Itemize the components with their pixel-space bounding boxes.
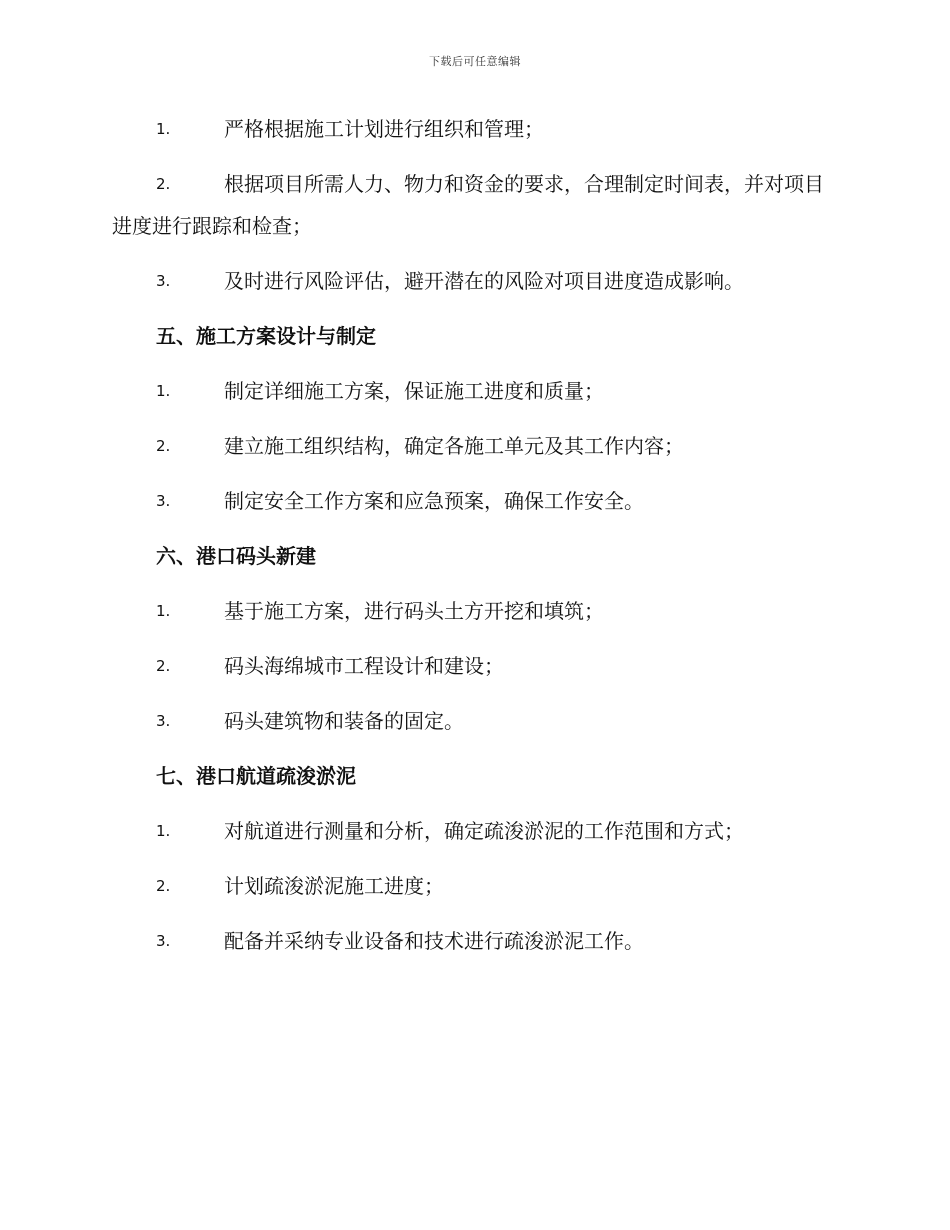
list-number: 2. xyxy=(156,657,171,675)
section-heading: 五、施工方案设计与制定 xyxy=(156,324,376,348)
section-heading: 六、港口码头新建 xyxy=(156,544,316,568)
list-text: 严格根据施工计划进行组织和管理； xyxy=(224,117,544,141)
list-text: 建立施工组织结构，确定各施工单元及其工作内容； xyxy=(224,434,684,458)
list-text: 根据项目所需人力、物力和资金的要求，合理制定时间表，并对项目进度进行跟踪和检查； xyxy=(112,172,824,238)
list-text: 配备并采纳专业设备和技术进行疏浚淤泥工作。 xyxy=(224,929,644,953)
list-text: 及时进行风险评估，避开潜在的风险对项目进度造成影响。 xyxy=(224,269,744,293)
list-number: 2. xyxy=(156,175,171,193)
list-text: 制定安全工作方案和应急预案，确保工作安全。 xyxy=(224,489,644,513)
list-item xyxy=(112,920,837,962)
list-item xyxy=(112,370,837,412)
list-number: 1. xyxy=(156,382,171,400)
list-text: 码头海绵城市工程设计和建设； xyxy=(224,654,504,678)
list-text: 计划疏浚淤泥施工进度； xyxy=(224,874,444,898)
header-note: 下载后可任意编辑 xyxy=(429,55,521,68)
list-number: 1. xyxy=(156,602,171,620)
list-number: 2. xyxy=(156,437,171,455)
list-item xyxy=(112,480,837,522)
list-text: 基于施工方案，进行码头土方开挖和填筑； xyxy=(224,599,604,623)
list-number: 3. xyxy=(156,932,171,950)
list-text: 码头建筑物和装备的固定。 xyxy=(224,709,464,733)
list-number: 3. xyxy=(156,712,171,730)
list-number: 1. xyxy=(156,822,171,840)
list-item xyxy=(112,590,837,632)
list-number: 3. xyxy=(156,272,171,290)
list-item xyxy=(112,645,837,687)
document-body xyxy=(112,108,837,975)
list-item xyxy=(112,865,837,907)
list-item xyxy=(112,425,837,467)
list-number: 2. xyxy=(156,877,171,895)
list-number: 3. xyxy=(156,492,171,510)
list-item xyxy=(112,108,837,150)
list-number: 1. xyxy=(156,120,171,138)
list-text: 制定详细施工方案，保证施工进度和质量； xyxy=(224,379,604,403)
list-item xyxy=(112,163,837,247)
list-item xyxy=(112,260,837,302)
list-item xyxy=(112,700,837,742)
list-item xyxy=(112,810,837,852)
list-text: 对航道进行测量和分析，确定疏浚淤泥的工作范围和方式； xyxy=(224,819,744,843)
section-heading: 七、港口航道疏浚淤泥 xyxy=(156,764,356,788)
